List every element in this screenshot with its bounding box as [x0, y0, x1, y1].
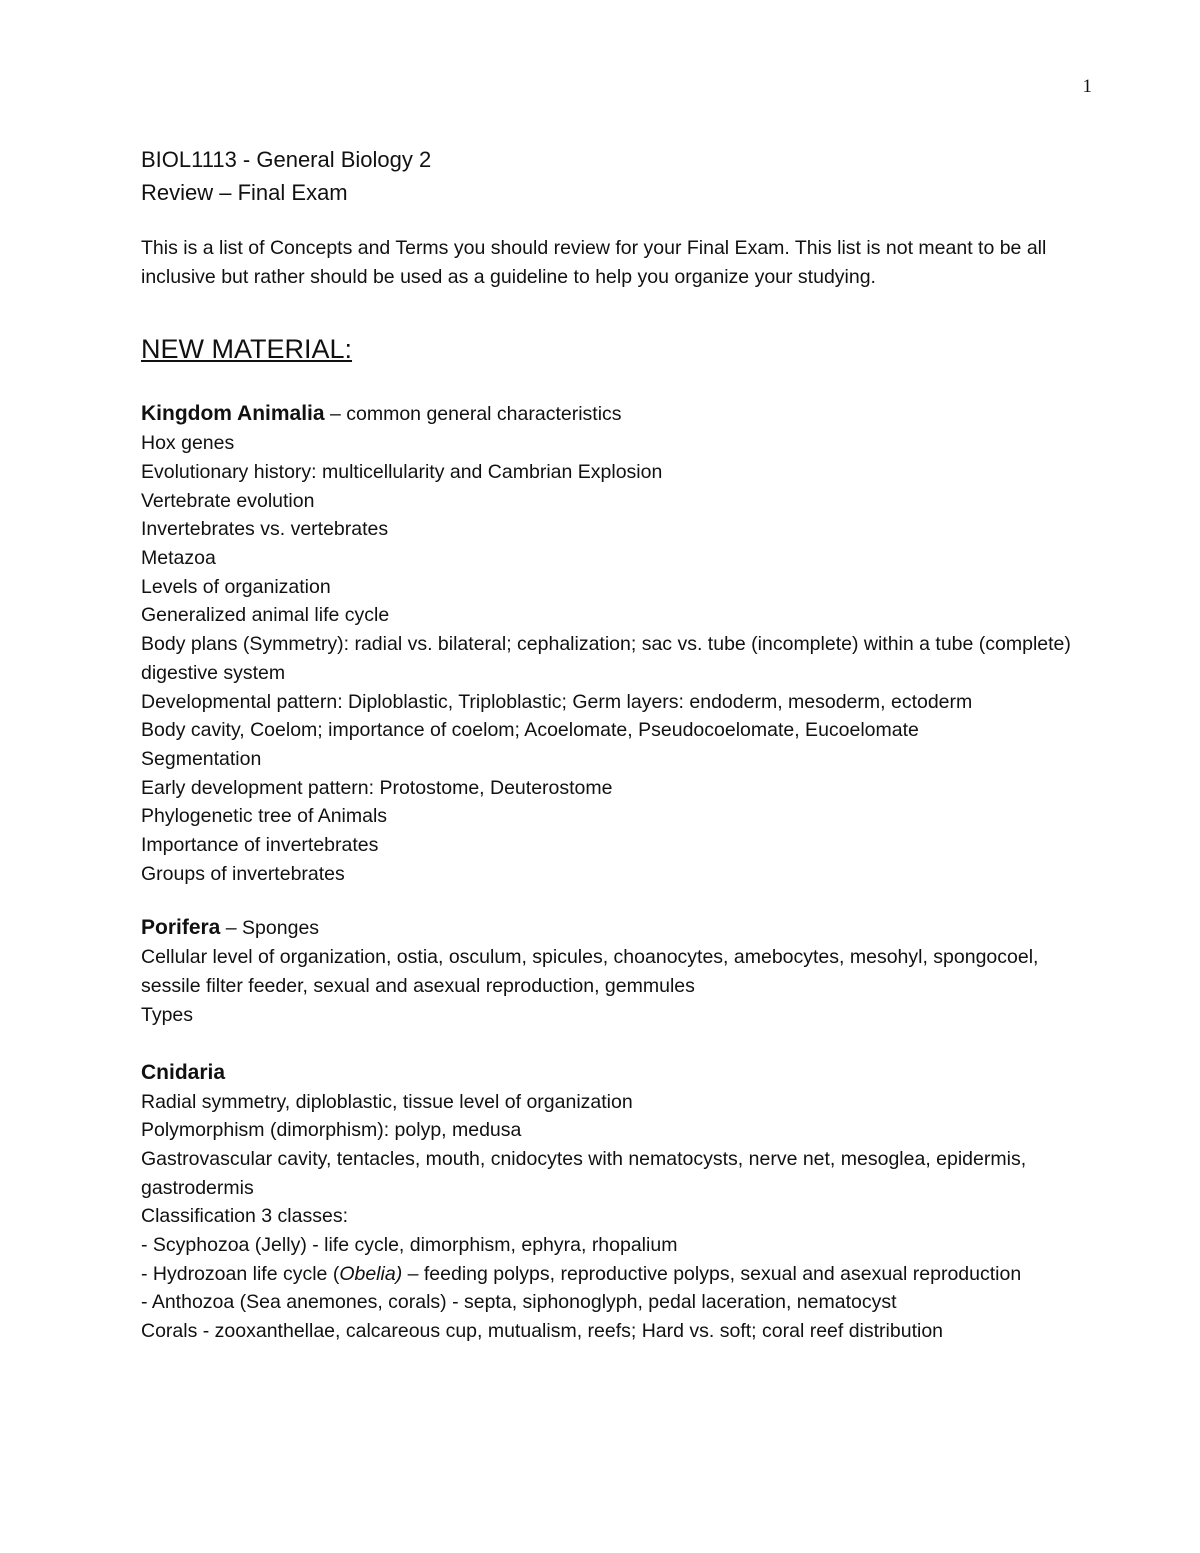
group-suffix: – Sponges	[220, 917, 320, 940]
section-title: NEW MATERIAL:	[141, 334, 353, 365]
item-text: – feeding polyps, reproductive polyps, sexual and asexual reproduction	[402, 1262, 1022, 1285]
list-item: Corals - zooxanthellae, calcareous cup, mutualism, reefs; Hard vs. soft; coral reef distribution	[141, 1320, 944, 1343]
list-item: - Scyphozoa (Jelly) - life cycle, dimorphism, ephyra, rhopalium	[141, 1234, 678, 1257]
list-item: Importance of invertebrates	[141, 834, 379, 857]
list-item: Radial symmetry, diploblastic, tissue level of organization	[141, 1090, 633, 1113]
group-heading	[141, 1058, 1086, 1088]
document-subtitle: Review – Final Exam	[141, 180, 348, 205]
list-item	[141, 1260, 1086, 1289]
group-name: Cnidaria	[141, 1060, 226, 1084]
list-item: Invertebrates vs. vertebrates	[141, 518, 389, 541]
document-body	[141, 143, 1086, 1346]
list-item: Metazoa	[141, 547, 216, 569]
item-text: - Hydrozoan life cycle (	[141, 1262, 340, 1285]
list-item: Cellular level of organization, ostia, osculum, spicules, choanocytes, amebocytes, mesohyl, spongocoel, sessile filter feeder, sexual and asexual reproduction, gemmules	[141, 946, 1039, 998]
list-item: Body cavity, Coelom; importance of coelom; Acoelomate, Pseudocoelomate, Eucoelomate	[141, 719, 919, 742]
list-item: Levels of organization	[141, 575, 331, 598]
group-heading	[141, 399, 1086, 429]
italic-term: Obelia)	[339, 1262, 403, 1285]
intro-paragraph: This is a list of Concepts and Terms you should review for your Final Exam. This list is not meant to be all inclusive but rather should be used as a guideline to help you organize your studying.	[141, 237, 1047, 288]
group-porifera	[141, 913, 1086, 1029]
list-item: Hox genes	[141, 432, 235, 455]
group-name: Kingdom Animalia	[141, 402, 325, 426]
list-item: Early development pattern: Protostome, Deuterostome	[141, 776, 613, 799]
group-heading	[141, 913, 1086, 943]
course-title: BIOL1113 - General Biology 2	[141, 147, 432, 172]
list-item: Phylogenetic tree of Animals	[141, 805, 388, 828]
list-item: Segmentation	[141, 747, 262, 770]
list-item: Body plans (Symmetry): radial vs. bilateral; cephalization; sac vs. tube (incomplete) within a tube (complete) digestive system	[141, 633, 1071, 684]
group-cnidaria	[141, 1058, 1086, 1346]
group-kingdom-animalia	[141, 399, 1086, 888]
list-item: Vertebrate evolution	[141, 489, 315, 512]
list-item: Groups of invertebrates	[141, 862, 345, 885]
group-name: Porifera	[141, 916, 221, 940]
list-item: Developmental pattern: Diploblastic, Triploblastic; Germ layers: endoderm, mesoderm, ectoderm	[141, 690, 973, 713]
list-item: - Anthozoa (Sea anemones, corals) - septa, siphonoglyph, pedal laceration, nematocyst	[141, 1291, 897, 1314]
list-item: Gastrovascular cavity, tentacles, mouth, cnidocytes with nematocysts, nerve net, mesoglea, epidermis, gastrodermis	[141, 1147, 1027, 1199]
list-item: Polymorphism (dimorphism): polyp, medusa	[141, 1119, 522, 1142]
list-item: Evolutionary history: multicellularity and Cambrian Explosion	[141, 460, 663, 483]
page-number: 1	[1082, 76, 1092, 97]
list-item: Classification 3 classes:	[141, 1205, 348, 1228]
list-item: Types	[141, 1003, 194, 1026]
group-suffix: – common general characteristics	[324, 403, 622, 426]
list-item: Generalized animal life cycle	[141, 604, 390, 627]
